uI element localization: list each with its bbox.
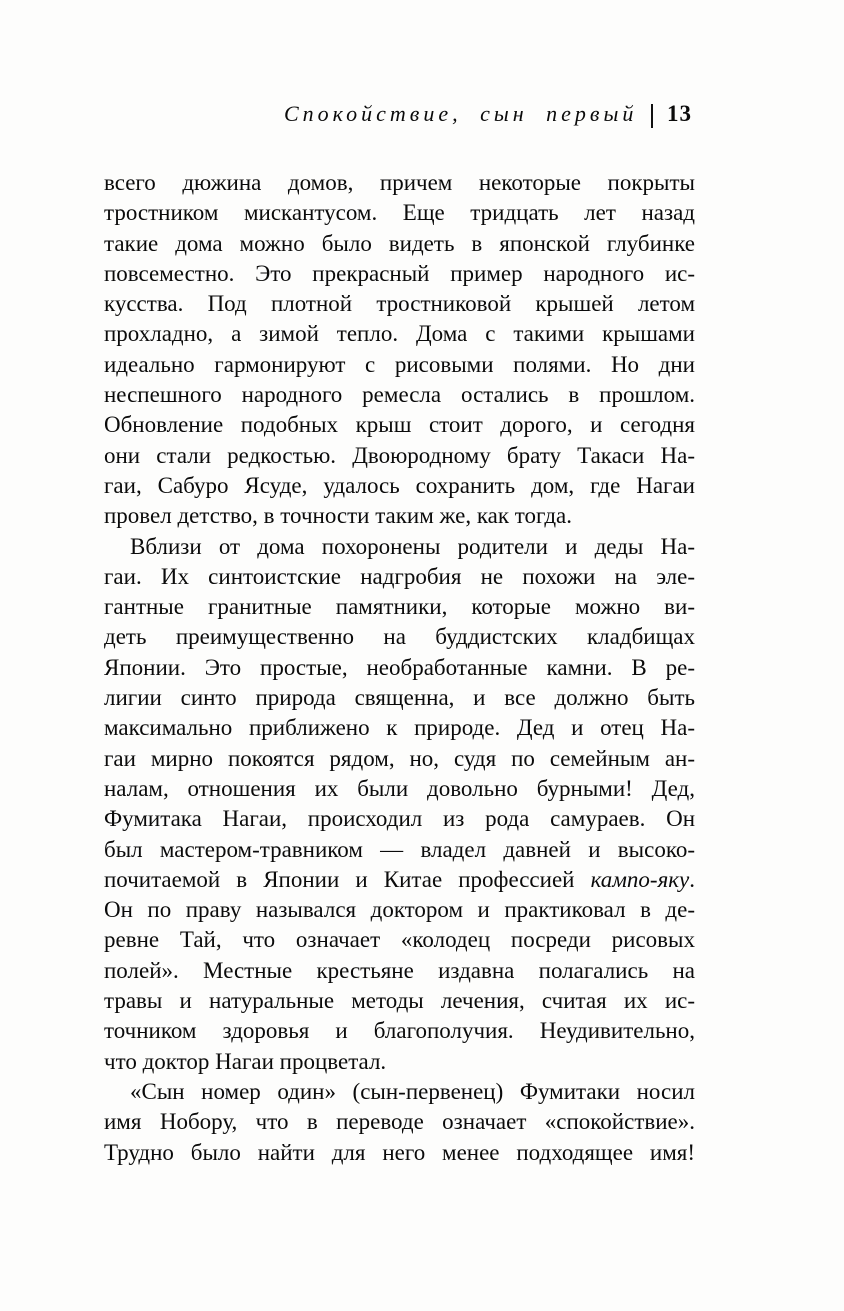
- text-segment: почитаемой в Японии и Китае профессией: [104, 866, 591, 892]
- paragraph: [104, 532, 695, 1077]
- body-text: [104, 168, 695, 1168]
- text-line: гантные гранитные памятники, которые можно ви-: [104, 594, 695, 620]
- text-line: кусства. Под плотной тростниковой крышей летом: [104, 291, 695, 317]
- text-line: Вблизи от дома похоронены родители и деды На-: [130, 533, 695, 559]
- running-head: [0, 101, 844, 135]
- page-number: 13: [667, 101, 692, 126]
- text-segment: .: [689, 866, 695, 892]
- text-line: максимально приближено к природе. Дед и отец На-: [104, 715, 695, 741]
- text-line: точником здоровья и благополучия. Неудивительно,: [104, 1018, 695, 1044]
- text-line: Он по праву назывался доктором и практиковал в де-: [104, 897, 695, 923]
- header-rule: [651, 104, 653, 128]
- text-line: имя Нобору, что в переводе означает «спокойствие».: [104, 1109, 695, 1135]
- text-line: травы и натуральные методы лечения, считая их ис-: [104, 988, 695, 1014]
- text-line: [104, 865, 695, 895]
- text-line: ревне Тай, что означает «колодец посреди рисовых: [104, 927, 695, 953]
- text-line: они стали редкостью. Двоюродному брату Такаси На-: [104, 442, 695, 468]
- text-line: деть преимущественно на буддистских кладбищах: [104, 624, 695, 650]
- paragraph: [104, 1077, 695, 1168]
- text-line: всего дюжина домов, причем некоторые покрыты: [104, 170, 695, 195]
- text-line: такие дома можно было видеть в японской глубинке: [104, 230, 695, 256]
- italic-term: кампо-яку: [590, 866, 690, 892]
- chapter-title: Спокойствие, сын первый: [284, 101, 638, 126]
- text-line: идеально гармонируют с рисовыми полями. Но дни: [104, 351, 695, 377]
- text-line: прохладно, а зимой тепло. Дома с такими крышами: [104, 321, 695, 347]
- text-line: повсеместно. Это прекрасный пример народного ис-: [104, 260, 695, 286]
- text-line: Японии. Это простые, необработанные камни. В ре-: [104, 654, 695, 680]
- text-line: что доктор Нагаи процветал.: [104, 1048, 387, 1074]
- text-line: гаи. Их синтоистские надгробия не похожи на эле-: [104, 563, 695, 589]
- text-line: был мастером-травником — владел давней и высоко-: [104, 836, 695, 862]
- text-line: тростником мискантусом. Еще тридцать лет назад: [104, 200, 695, 226]
- text-line: Трудно было найти для него менее подходящее имя!: [104, 1139, 695, 1165]
- text-line: Обновление подобных крыш стоит дорого, и сегодня: [104, 412, 695, 438]
- text-line: неспешного народного ремесла остались в прошлом.: [104, 382, 695, 408]
- text-line: налам, отношения их были довольно бурными! Дед,: [104, 775, 695, 801]
- text-line: полей». Местные крестьяне издавна полагались на: [104, 957, 695, 983]
- text-line: «Сын номер один» (сын-первенец) Фумитаки носил: [130, 1078, 695, 1104]
- text-line: Фумитака Нагаи, происходил из рода самураев. Он: [104, 806, 695, 832]
- text-line: лигии синто природа священна, и все должно быть: [104, 685, 695, 711]
- text-line: гаи, Сабуро Ясуде, удалось сохранить дом, где Нагаи: [104, 472, 695, 498]
- paragraph: [104, 168, 695, 532]
- text-line: провел детство, в точности таким же, как тогда.: [104, 503, 572, 529]
- text-line: гаи мирно покоятся рядом, но, судя по семейным ан-: [104, 745, 695, 771]
